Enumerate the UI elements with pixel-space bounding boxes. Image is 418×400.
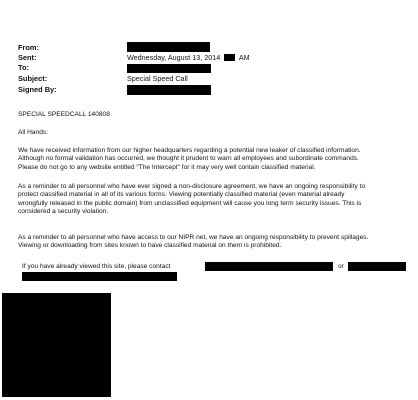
sent-ampm: AM — [238, 53, 250, 62]
paragraph-2-line-3: wrongfully released in the public domain) from unclassified equipment will cause you long term security issues. This is — [18, 199, 362, 207]
paragraph-1-line-3: Please do not go to any website entitled "The Intercept" for it may very well contain classified material. — [18, 163, 316, 171]
sent-value — [127, 53, 250, 62]
signed-by-redaction — [127, 85, 211, 95]
subject-label: Subject: — [18, 74, 48, 83]
to-label: To: — [18, 63, 29, 72]
paragraph-1-line-1: We have received information from our higher headquarters regarding a potential new leaker of classified information. — [18, 147, 361, 154]
contact-redaction-1 — [205, 262, 333, 271]
signature-redaction-block — [2, 293, 111, 397]
paragraph-4-line-1 — [22, 263, 170, 271]
paragraph-3-line-1: As a reminder to all personnel who have access to our NIPR net, we have an ongoing responsibility to prevent spillages. — [18, 234, 369, 241]
to-redaction — [127, 64, 211, 73]
paragraph-2-line-4: considered a security violation. — [18, 208, 109, 216]
paragraph-1-line-2: Although no formal validation has occurred, we thought it prudent to warn all employees and subordinate commands. — [18, 155, 359, 163]
greeting: All Hands: — [18, 129, 49, 136]
paragraph-2-line-2: protect classified material in all of its various forms. Viewing potentially classified material (even material already — [18, 191, 345, 199]
sent-date: Wednesday, August 13, 2014 — [127, 53, 221, 62]
from-redaction — [127, 42, 210, 52]
signed-by-label: Signed By: — [18, 85, 57, 94]
speedcall-title: SPECIAL SPEEDCALL 140808 — [18, 111, 110, 118]
contact-redaction-3 — [22, 272, 177, 281]
paragraph-3-line-2: Viewing or downloading from sites known to have classified material on them is prohibited. — [18, 242, 282, 250]
sent-label: Sent: — [18, 53, 37, 62]
contact-or: or — [338, 263, 344, 270]
contact-redaction-2 — [348, 262, 406, 271]
paragraph-2-line-1: As a reminder to all personnel who have ever signed a non-disclosure agreement, we have an ongoing responsibility to — [18, 183, 366, 190]
from-label: From: — [18, 43, 39, 52]
contact-instruction: If you have already viewed this site, please contact — [22, 263, 171, 270]
subject-value: Special Speed Call — [127, 74, 188, 83]
sent-time-redaction — [224, 54, 235, 61]
